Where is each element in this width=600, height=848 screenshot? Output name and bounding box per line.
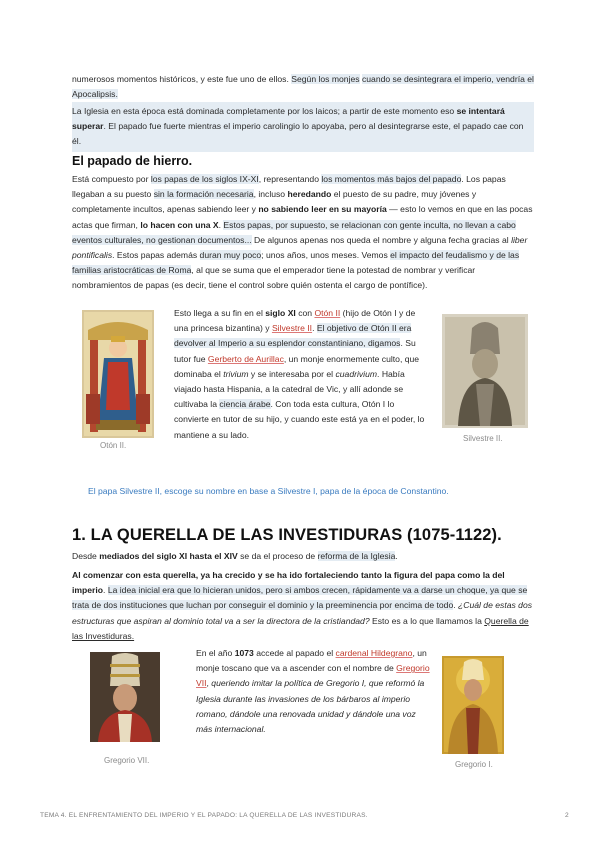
text-run: — esto lo vemos en que en las pocas actas que firman, [72,204,533,230]
text-run: , representando [258,174,322,184]
text-run: . El papado fue fuerte mientras el imperio carolingio lo apoyaba, pero al desintegrarse este, el papado cae con él. [72,121,524,147]
paragraph-querella [72,568,534,644]
highlight-run: El objetivo de Otón II era devolver al Imperio a su esplendor constantiniano, digamos [174,323,412,349]
highlight-run: ciencia árabe [219,399,271,410]
text-run: . Su tutor fue [174,338,416,364]
italic-run: queriendo imitar la política de Gregorio I, que reformó la Iglesia durante las invasiones de los bárbaros al imperio romano, dándole una renovada unidad y dándole una voz más internacional. [196,678,425,735]
text-run: . [218,219,224,230]
text-run: ; a partir de este momento eso [337,106,457,116]
page-footer: TEMA 4. EL ENFRENTAMIENTO DEL IMPERIO Y EL PAPADO: LA QUERELLA DE LAS INVESTIDURAS. [40,812,368,819]
highlight-run: cuando se desintegrara el imperio, vendría el Apocalipsis. [72,74,534,100]
text-run: el puesto de su padre, muy jóvenes y completamente incultos, apenas sabiendo leer y [72,189,477,215]
link-oton-ii[interactable]: Otón II [314,308,341,318]
caption-gregorio-vii: Gregorio VII. [104,756,150,765]
bold-run: mediados del siglo XI hasta el XIV [99,551,238,561]
bold-run: Al comenzar con esta querella, ya ha crecido y se ha ido fortaleciendo tanto la figura del papa como la del imperio [72,570,505,596]
highlight-run: reforma de la Iglesia [317,551,396,561]
text-run: Esto llega a su fin en el [174,308,266,318]
text-run: . [312,323,317,334]
link-silvestre-ii[interactable]: Silvestre II [271,323,313,334]
text-run: Desde [72,551,100,561]
bold-run: siglo XI [265,308,296,318]
text-run: . Estos papas además [112,250,200,261]
highlight-run: sin la formación necesaria [153,189,254,200]
paragraph-siglo-xi [174,306,426,443]
text-run: accede al papado el [253,648,336,658]
bold-run: lo hacen con una X [140,219,219,230]
text-run: numerosos momentos históricos, y este fue uno de ellos. [72,74,292,84]
text-run: Esto es a lo que llamamos la [369,615,485,626]
text-run: , [206,678,212,689]
gregorio-i-image [442,656,504,754]
link-gerberto-aurillac[interactable]: Gerberto de Aurillac [207,353,284,364]
text-run: , incluso [253,189,288,200]
caption-gregorio-i: Gregorio I. [455,760,493,769]
highlight-run: duran muy poco [199,250,262,261]
highlight-run: los momentos más bajos del papado [321,174,462,184]
paragraph-apocalipsis [72,72,534,102]
text-run: . [453,600,458,611]
paragraph-hildegrano [196,646,430,737]
italic-run: trivium [223,368,249,379]
text-run: En el año [196,648,235,658]
highlight-run: el impacto del feudalismo y de las familias aristocráticas de Roma [72,250,520,276]
note-silvestre: El papa Silvestre II, escoge su nombre en base a Silvestre I, papa de la época de Constantino. [88,486,449,496]
page-number: 2 [565,812,569,819]
text-run: . Los papas llegaban a su puesto [72,174,506,200]
link-gregorio-vii[interactable]: Gregorio VII [196,663,430,689]
highlight-run: Según los monjes [291,74,360,84]
paragraph-reforma [72,549,534,564]
text-run: La Iglesia en esta época está dominada completamente por los laicos [72,106,338,116]
text-run: , un monje enormemente culto, que dominaba el [174,353,420,379]
caption-oton-ii: Otón II. [100,441,127,450]
text-run: y se interesaba por el [248,368,336,379]
text-run: , al que se suma que el emperador tiene la potestad de nombrar y verificar nombramientos de papas (es decir, tiene el control sobre quién ostenta el cargo de pontífice). [72,265,476,291]
section-heading-papado-hierro: El papado de hierro. [72,154,193,168]
link-querella[interactable]: Querella de las Investiduras. [72,615,529,641]
gregorio-vii-image [90,652,160,742]
paragraph-papado-hierro [72,172,534,294]
italic-run: ¿Cuál de estas dos estructuras que aspiran al dominio total va a ser la directora de la cristiandad? [72,600,533,626]
text-run: . Había viajado hasta Hispania, a la catedral de Vic, y allí adonde se cultivaba la [174,368,405,410]
bold-run: no sabiendo leer en su mayoría [258,204,387,215]
highlight-run: los papas de los siglos IX-XI [150,174,259,184]
paragraph-iglesia-laicos [72,102,534,152]
text-run: Está compuesto por [72,174,151,184]
section-heading-querella: 1. LA QUERELLA DE LAS INVESTIDURAS (1075-1122). [72,526,502,544]
text-run: . Con toda esta cultura, Otón I lo convierte en tutor de su hijo, y cuando este está ya en el poder, lo mantiene a su lado. [174,399,425,440]
text-run: . [103,585,108,596]
text-run: De algunos apenas nos queda el nombre y alguna fecha gracias al [251,234,512,245]
italic-run: liber pontificalis [72,234,528,261]
caption-silvestre-ii: Silvestre II. [463,434,503,443]
link-cardenal-hildegrano[interactable]: cardenal Hildegrano [335,648,413,658]
text-run: con [295,308,315,318]
text-run: ; unos años, unos meses. Vemos [261,250,391,261]
text-run: se da el proceso de [237,551,318,561]
bold-run: se intentará superar [72,106,505,132]
italic-run: cuadrivium [335,368,378,379]
bold-run: 1073 [234,648,254,658]
text-run: , un monje toscano que va a ascender con el nombre de [196,648,427,674]
silvestre-ii-image [442,314,528,428]
oton-ii-image [82,310,154,438]
text-run: . [395,551,398,561]
text-run: (hijo de Otón I y de una princesa bizantina) y [174,308,416,334]
highlight-run: La idea inicial era que lo hicieran unidos, pero si ambos crecen, rápidamente va a darse un choque, ya que se trata de dos instituciones que luchan por conseguir el dominio y la preeminencia por encima de todo [72,585,528,611]
bold-run: heredando [287,189,332,200]
highlight-run: Estos papas, por supuesto, se relacionan con gente inculta, no llevan a cabo eventos culturales, no gestionan documentos... [72,219,516,245]
